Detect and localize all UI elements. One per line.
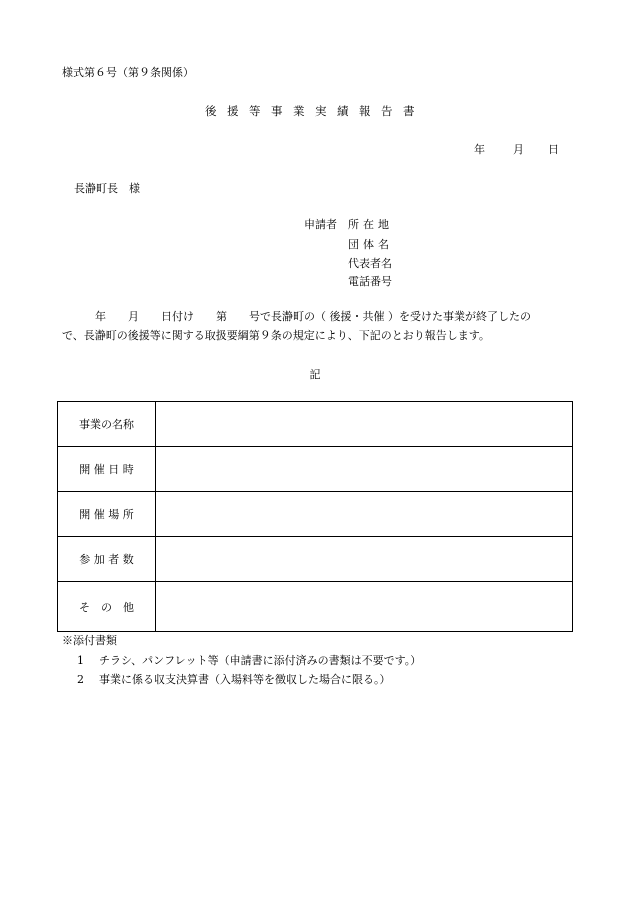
- applicant-label: 申請者: [304, 218, 337, 231]
- row-label-participants: 参 加 者 数: [58, 537, 156, 582]
- row-label-event-name: 事業の名称: [58, 402, 156, 447]
- document-title: 後援等事業実績報告書: [205, 104, 425, 118]
- applicant-field-address: 所在地: [348, 218, 393, 231]
- attachment-number: 1: [77, 654, 84, 667]
- attachment-item: [77, 652, 421, 668]
- date-day: 日: [548, 143, 559, 156]
- row-value-participants[interactable]: [156, 537, 573, 582]
- table-row: [58, 537, 573, 582]
- row-value-venue[interactable]: [156, 492, 573, 537]
- table-row: [58, 492, 573, 537]
- report-table: [57, 401, 573, 632]
- table-row: [58, 402, 573, 447]
- row-value-other[interactable]: [156, 582, 573, 632]
- date-month: 月: [513, 143, 524, 156]
- addressee: 長瀞町長 様: [74, 182, 140, 195]
- table-row: [58, 447, 573, 492]
- row-label-venue: 開 催 場 所: [58, 492, 156, 537]
- form-number: 様式第６号（第９条関係）: [62, 66, 194, 79]
- attachment-item: [77, 671, 391, 687]
- body-text-line-1: 年 月 日付け 第 号で長瀞町の（ 後援・共催 ）を受けた事業が終了したの: [95, 310, 531, 323]
- row-label-date-time: 開 催 日 時: [58, 447, 156, 492]
- attachment-number: 2: [77, 673, 84, 686]
- attachment-text: 事業に係る収支決算書（入場料等を徴収した場合に限る。）: [99, 673, 391, 686]
- applicant-field-phone: 電話番号: [348, 275, 392, 288]
- date-line: [474, 141, 559, 157]
- applicant-field-representative: 代表者名: [348, 257, 392, 270]
- date-year: 年: [474, 143, 485, 156]
- ki-heading: 記: [309, 368, 321, 381]
- row-value-event-name[interactable]: [156, 402, 573, 447]
- attachment-text: チラシ、パンフレット等（申請書に添付済みの書類は不要です。）: [99, 654, 422, 667]
- applicant-field-organization: 団体名: [348, 238, 393, 251]
- row-value-date-time[interactable]: [156, 447, 573, 492]
- table-row: [58, 582, 573, 632]
- row-label-other: そ の 他: [58, 582, 156, 632]
- body-text-line-2: で、長瀞町の後援等に関する取扱要綱第９条の規定により、下記のとおり報告します。: [62, 329, 490, 342]
- attachments-title: ※添付書類: [62, 634, 117, 647]
